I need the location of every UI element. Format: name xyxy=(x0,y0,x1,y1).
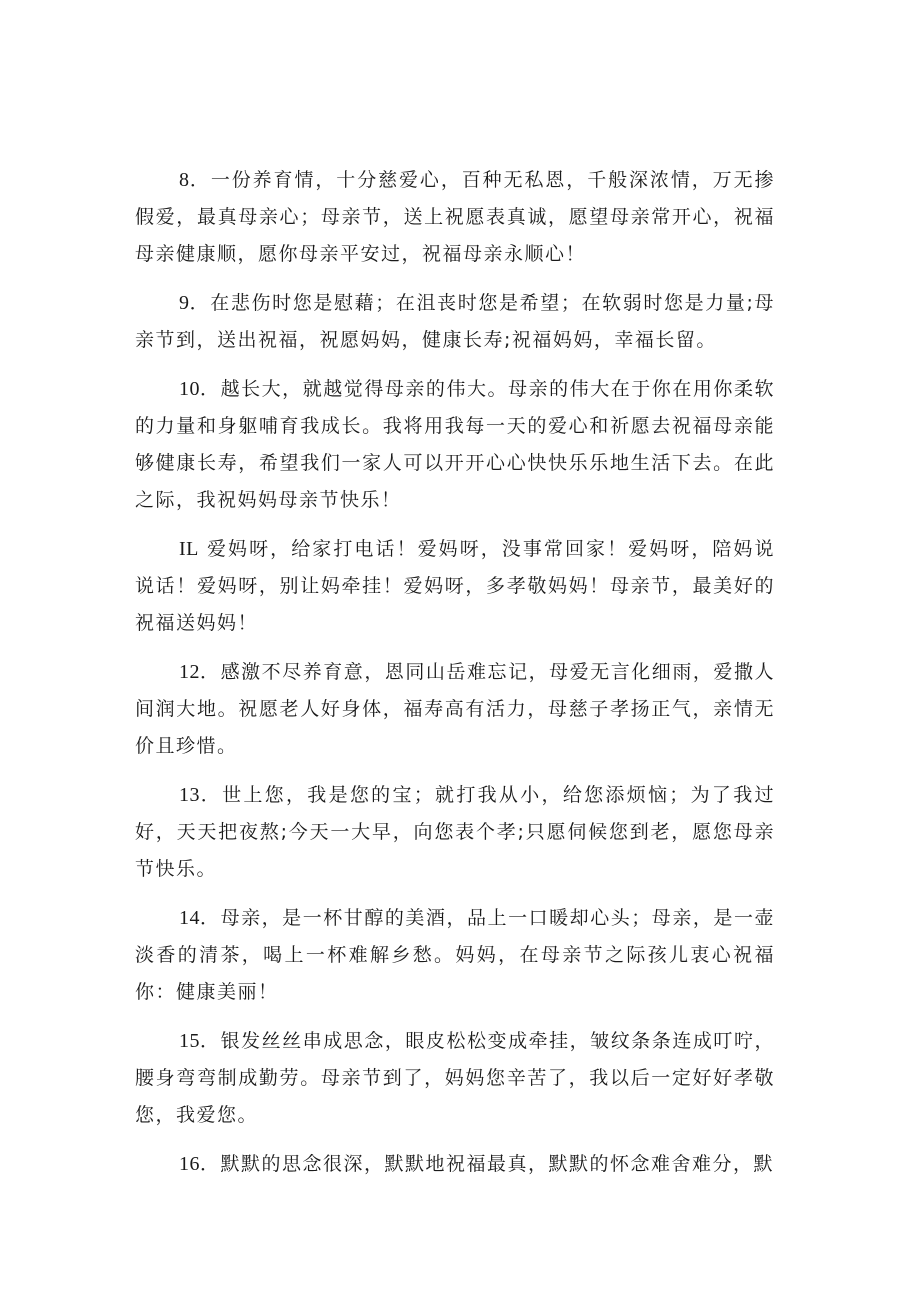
paragraph-15 xyxy=(135,1023,775,1134)
paragraph-text: ．世上您，我是您的宝；就打我从小，给您添烦恼；为了我过好，天天把夜熬;今天一大早，向您表个孝;只愿伺候您到老，愿您母亲节快乐。 xyxy=(135,784,775,880)
paragraph-11 xyxy=(135,531,775,642)
paragraph-number: 14 xyxy=(179,907,200,929)
paragraph-number: 15 xyxy=(179,1030,200,1052)
paragraph-text: ．越长大，就越觉得母亲的伟大。母亲的伟大在于你在用你柔软的力量和身躯哺育我成长。我将用我每一天的爱心和祈愿去祝福母亲能够健康长寿，希望我们一家人可以开开心心快快乐乐地生活下去。在此之际，我祝妈妈母亲节快乐！ xyxy=(135,378,775,511)
paragraph-16 xyxy=(135,1146,775,1183)
paragraph-number: 16 xyxy=(179,1153,200,1175)
paragraph-8 xyxy=(135,162,775,273)
paragraph-number: 10 xyxy=(179,378,200,400)
paragraph-13 xyxy=(135,777,775,888)
paragraph-14 xyxy=(135,900,775,1011)
paragraph-text: ．银发丝丝串成思念，眼皮松松变成牵挂，皱纹条条连成叮咛，腰身弯弯制成勤劳。母亲节到了，妈妈您辛苦了，我以后一定好好孝敬您，我爱您。 xyxy=(135,1030,775,1126)
paragraph-9 xyxy=(135,285,775,359)
paragraph-text: ．默默的思念很深，默默地祝福最真，默默的怀念难舍难分，默 xyxy=(200,1153,775,1175)
document-body xyxy=(135,162,775,1195)
paragraph-number: IL xyxy=(179,538,199,560)
paragraph-text: ．在悲伤时您是慰藉；在沮丧时您是希望；在软弱时您是力量;母亲节到，送出祝福，祝愿妈妈，健康长寿;祝福妈妈，幸福长留。 xyxy=(135,292,775,351)
paragraph-number: 8 xyxy=(179,169,190,191)
paragraph-text: ．感激不尽养育意，恩同山岳难忘记，母爱无言化细雨，爱撒人间润大地。祝愿老人好身体，福寿高有活力，母慈子孝扬正气，亲情无价且珍惜。 xyxy=(135,661,775,757)
paragraph-text: ．一份养育情，十分慈爱心，百种无私恩，千般深浓情，万无掺假爱，最真母亲心；母亲节，送上祝愿表真诚，愿望母亲常开心，祝福母亲健康顺，愿你母亲平安过，祝福母亲永顺心！ xyxy=(135,169,775,265)
paragraph-number: 9 xyxy=(179,292,190,314)
paragraph-number: 13 xyxy=(179,784,200,806)
paragraph-text: ．母亲，是一杯甘醇的美酒，品上一口暖却心头；母亲，是一壶淡香的清茶，喝上一杯难解乡愁。妈妈，在母亲节之际孩儿衷心祝福你：健康美丽！ xyxy=(135,907,775,1003)
paragraph-10 xyxy=(135,371,775,519)
paragraph-number: 12 xyxy=(179,661,200,683)
paragraph-12 xyxy=(135,654,775,765)
paragraph-text: 爱妈呀，给家打电话！爱妈呀，没事常回家！爱妈呀，陪妈说说话！爱妈呀，别让妈牵挂！爱妈呀，多孝敬妈妈！母亲节，最美好的祝福送妈妈！ xyxy=(135,538,775,634)
